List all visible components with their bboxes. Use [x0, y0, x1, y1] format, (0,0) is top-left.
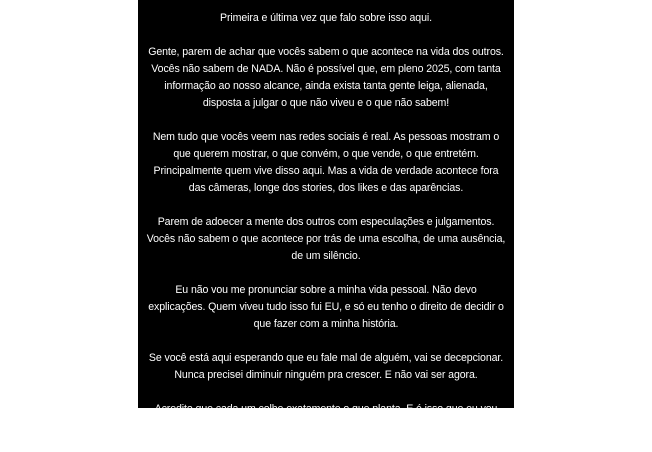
- story-paragraph-1: Primeira e última vez que falo sobre isso aqui.: [220, 12, 432, 24]
- story-paragraph-4: Parem de adoecer a mente dos outros com especulações e julgamentos. Vocês não sabem o que acontece por trás de uma escolha, de uma ausência, de um silêncio.: [146, 216, 506, 262]
- story-paragraph-3: Nem tudo que vocês veem nas redes sociais é real. As pessoas mostram o que querem mostrar, o que convém, o que vende, o que entretém. Principalmente quem vive disso aqui. Mas a vida de verdade acontece fora das câmeras, longe dos stories, dos likes e das aparências.: [152, 131, 500, 194]
- story-panel: [138, 0, 514, 449]
- story-paragraph-5: Eu não vou me pronunciar sobre a minha vida pessoal. Não devo explicações. Quem viveu tudo isso fui EU, e só eu tenho o direito de decidir o que fazer com a minha história.: [148, 284, 504, 330]
- story-paragraph-6: Se você está aqui esperando que eu fale mal de alguém, vai se decepcionar. Nunca precisei diminuir ninguém pra crescer. E não vai ser agora.: [148, 352, 504, 381]
- story-paragraph-7: Acredito que cada um colhe exatamente o que planta. E é isso que eu vou continuar fazendo: cuidando da minha vida, das minhas escolhas e da minha PAZ.: [148, 403, 504, 449]
- story-paragraph-2: Gente, parem de achar que vocês sabem o que acontece na vida dos outros. Vocês não sabem de NADA. Não é possível que, em pleno 2025, com tanta informação ao nosso alcance, ainda exista tanta gente leiga, alienada, disposta a julgar o que não viveu e o que não sabem!: [148, 46, 504, 109]
